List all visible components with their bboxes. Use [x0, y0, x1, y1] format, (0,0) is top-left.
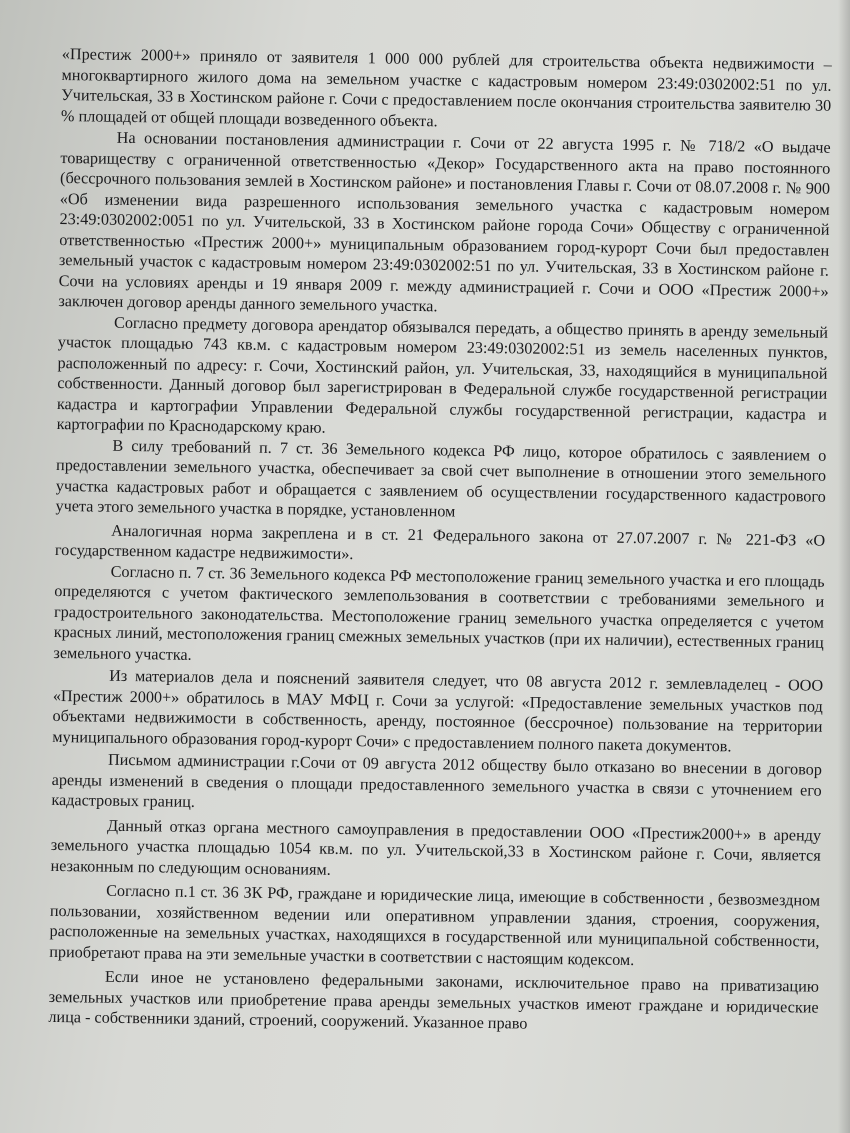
paragraph-10: Согласно п.1 ст. 36 ЗК РФ, граждане и юридические лица, имеющие в собственности , безвозмездном пользовании, хозяйственном ведении или оперативном управлении здания, строения, сооружения, расположенные на земельных участках, находящихся в государственной или муниципальной собственности, приобретают права на эти земельные участки в соответствии с настоящим кодексом. — [49, 881, 821, 969]
document-body — [48, 44, 832, 1038]
page-edge-shadow — [838, 0, 850, 1133]
paragraph-1: «Престиж 2000+» приняло от заявителя 1 000 000 рублей для строительства объекта недвижимости – многоквартирного жилого дома на земельном участке с кадастровым номером 23:49:0302002:51 по ул. Учительская, 33 в Хостинском районе г. Сочи с предоставлением после окончания строительства заявителю 30 % площадей от общей площади возведенного объекта. — [60, 44, 832, 130]
paragraph-11: Если иное не установлено федеральными законами, исключительное право на приватизацию земельных участков или приобретение права аренды земельных участков имеют граждане и юридические лица - собственники зданий, строений, сооружений. Указанное право — [48, 967, 820, 1033]
paragraph-4: В силу требований п. 7 ст. 36 Земельного кодекса РФ лицо, которое обратилось с заявлением о предоставлении земельного участка, обеспечивает за свой счет выполнение в отношении этого земельного участка кадастровых работ и обращается с заявлением об осуществлении государственного кадастрового учета этого земельного участка в порядке, установленном — [55, 436, 827, 521]
paragraph-6: Согласно п. 7 ст. 36 Земельного кодекса РФ местоположение границ земельного участка и его площадь определяются с учетом фактического землепользования в соответствии с требованиями земельного и градостроительного законодательства. Местоположение границ земельного участка определяется с учетом красных линий, местоположения границ смежных земельных участков (при их наличии), естественных границ земельного участка. — [53, 562, 825, 664]
paragraph-7: Из материалов дела и пояснений заявителя следует, что 08 августа 2012 г. землевладелец - ООО «Престиж 2000+» обратилось в МАУ МФЦ г. Сочи за услугой: «Предоставление земельных участков под объектами недвижимости в собственность, аренду, постоянное (бессрочное) пользование на территории муниципального образования город-курорт Сочи» с предоставлением полного пакета документов. — [52, 666, 824, 755]
paragraph-5: Аналогичная норма закреплена и в ст. 21 Федерального закона от 27.07.2007 г. № 221-ФЗ «О государственном кадастре недвижимости». — [54, 521, 826, 564]
paragraph-8: Письмом администрации г.Сочи от 09 августа 2012 обществу было отказано во внесении в договор аренды изменений в сведения о площади предоставленного земельного участка в связи с уточнением его кадастровых границ. — [51, 750, 823, 811]
paragraph-9: Данный отказ органа местного самоуправления в предоставлении ООО «Престиж2000+» в аренду земельного участка площадью 1054 кв.м. по ул. Учительской,33 в Хостинском районе г. Сочи, является незаконным по следующим основаниям. — [50, 816, 822, 879]
paragraph-3: Согласно предмету договора арендатор обязывался передать, а общество принять в аренду земельный участок площадью 743 кв.м. с кадастровым номером 23:49:0302002:51 из земель населенных пунктов, расположенный по адресу: г. Сочи, Хостинский район, ул. Учительская, 33, находящийся в муниципальной собственности. Данный договор был зарегистрирован в Федеральной службе государственной регистрации кадастра и картографии Управлении Федеральной службы государственной регистрации, кадастра и картографии по Краснодарскому краю. — [56, 313, 829, 437]
paragraph-2: На основании постановления администрации г. Сочи от 22 августа 1995 г. № 718/2 «О выдаче товариществу с ограниченной ответственностью «Декор» Государственного акта на право постоянного (бессрочного пользования землей в Хостинском районе» и постановления Главы г. Сочи от 08.07.2008 г. № 900 «Об изменении вида разрешенного использования земельного участка с кадастровым номером 23:49:0302002:0051 по ул. Учительской, 33 в Хостинском районе города Сочи» Обществу с ограниченной ответственностью «Престиж 2000+» муниципальным образованием город-курорт Сочи был предоставлен земельный участок с кадастровым номером 23:49:0302002:51 по ул. Учительская, 33 в Хостинском районе г. Сочи на условиях аренды и 19 января 2009 г. между администрацией г. Сочи и ООО «Престиж 2000+» заключен договор аренды данного земельного участка. — [58, 128, 831, 316]
